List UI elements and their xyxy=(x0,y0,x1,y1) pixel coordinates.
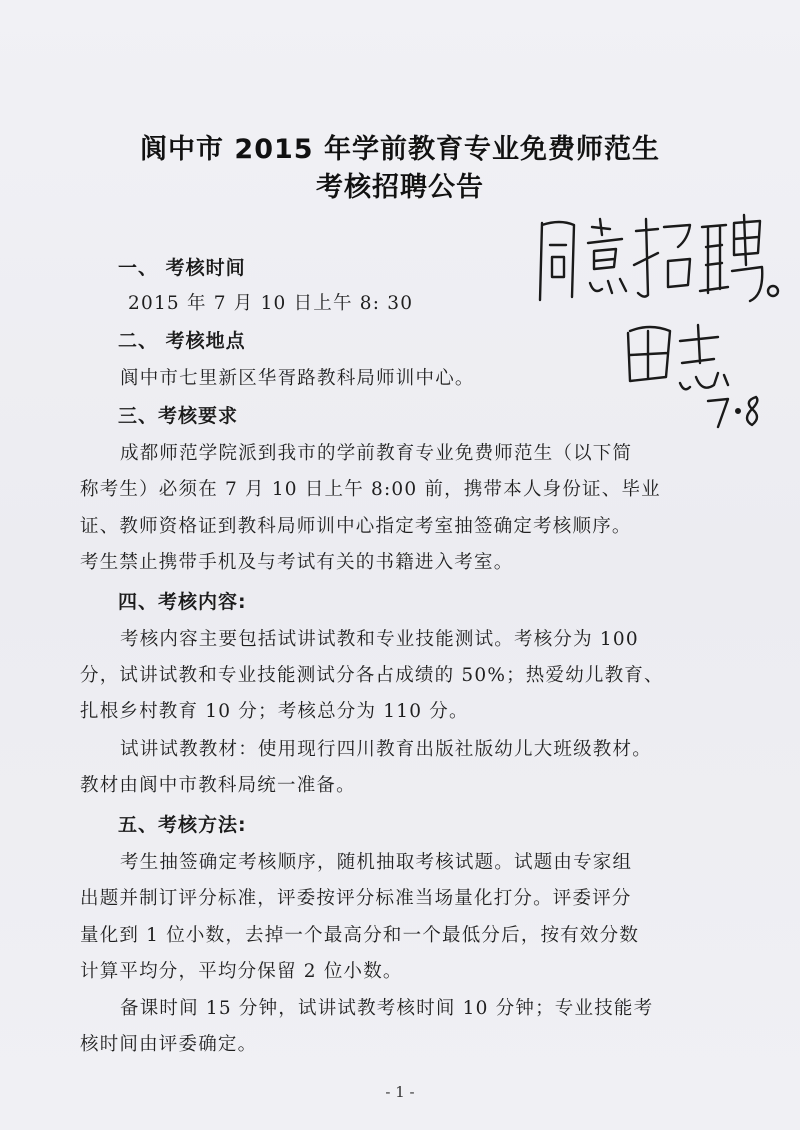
section-2-line-1: 阆中市七里新区华胥路教科局师训中心。 xyxy=(120,368,475,389)
section-3-line-3: 证、教师资格证到教科局师训中心指定考室抽签确定考核顺序。 xyxy=(80,516,632,537)
section-3-heading: 三、考核要求 xyxy=(118,405,239,427)
section-1-heading: 一、 考核时间 xyxy=(118,257,246,279)
section-5-line-2: 出题并制订评分标准，评委按评分标准当场量化打分。评委评分 xyxy=(80,888,632,909)
section-3-line-2: 称考生）必须在 7 月 10 日上午 8:00 前，携带本人身份证、毕业 xyxy=(80,479,661,500)
section-4-heading: 四、考核内容: xyxy=(118,591,247,613)
section-2-heading: 二、 考核地点 xyxy=(118,330,246,352)
section-3-line-4: 考生禁止携带手机及与考试有关的书籍进入考室。 xyxy=(80,552,514,573)
handwritten-signature xyxy=(530,205,790,435)
section-1-line-1: 2015 年 7 月 10 日上午 8: 30 xyxy=(128,293,414,314)
section-5-line-1: 考生抽签确定考核顺序，随机抽取考核试题。试题由专家组 xyxy=(120,852,633,873)
section-4-line-2: 分，试讲试教和专业技能测试分各占成绩的 50%；热爱幼儿教育、 xyxy=(80,665,664,686)
section-4-line-3: 扎根乡村教育 10 分；考核总分为 110 分。 xyxy=(80,701,469,722)
section-4-line-5: 教材由阆中市教科局统一准备。 xyxy=(80,775,356,796)
section-5-line-5: 备课时间 15 分钟，试讲试教考核时间 10 分钟；专业技能考 xyxy=(120,998,654,1019)
page-number: - 1 - xyxy=(385,1083,415,1101)
section-4-line-4: 试讲试教教材：使用现行四川教育出版社版幼儿大班级教材。 xyxy=(120,739,652,760)
document-title-line2: 考核招聘公告 xyxy=(316,172,484,203)
section-4-line-1: 考核内容主要包括试讲试教和专业技能测试。考核分为 100 xyxy=(120,629,639,650)
section-3-line-1: 成都师范学院派到我市的学前教育专业免费师范生（以下简 xyxy=(120,443,633,464)
section-5-line-3: 量化到 1 位小数，去掉一个最高分和一个最低分后，按有效分数 xyxy=(80,925,640,946)
section-5-line-6: 核时间由评委确定。 xyxy=(80,1034,258,1055)
document-title-line1: 阆中市 2015 年学前教育专业免费师范生 xyxy=(140,134,660,165)
section-5-line-4: 计算平均分，平均分保留 2 位小数。 xyxy=(80,961,403,982)
section-5-heading: 五、考核方法: xyxy=(118,814,247,836)
